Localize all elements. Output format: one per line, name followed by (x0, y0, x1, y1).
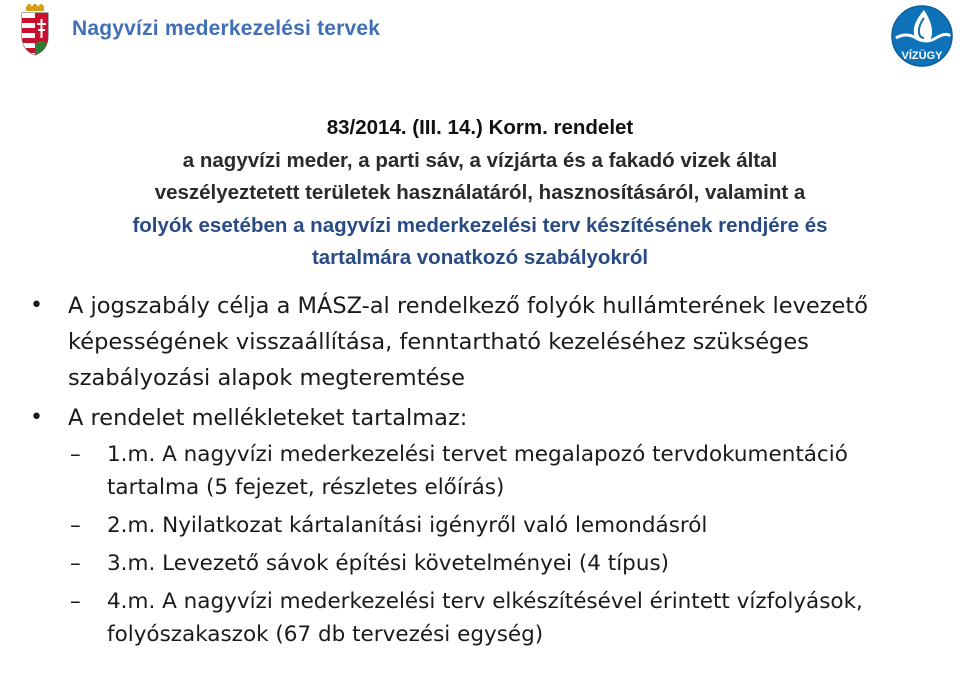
annex-item (30, 509, 940, 542)
hungarian-coat-of-arms-icon (20, 4, 50, 56)
bullet-item (30, 400, 940, 436)
dash-icon: – (70, 589, 81, 614)
slide-header (0, 0, 960, 72)
bullet-icon: • (30, 405, 43, 430)
bullet-list (30, 288, 940, 651)
annex-item (30, 438, 940, 504)
decree-title-line: tartalmára vonatkozó szabályokról (311, 246, 649, 269)
dash-icon: – (70, 513, 81, 538)
vizugy-logo (890, 4, 954, 68)
decree-title-line: veszélyeztetett területek használatáról, hasznosításáról, valamint a (154, 181, 806, 204)
annex-text: 1.m. A nagyvízi mederkezelési tervet megalapozó tervdokumentáció tartalma (5 fejezet, részletes előírás) (107, 442, 848, 500)
bullet-item (30, 288, 940, 396)
annex-text: 4.m. A nagyvízi mederkezelési terv elkészítésével érintett vízfolyások, folyószakaszok (67 db tervezési egység) (107, 589, 863, 647)
decree-number: 83/2014. (III. 14.) Korm. rendelet (326, 116, 634, 139)
annexes-intro-text: A rendelet mellékleteket tartalmaz: (68, 405, 468, 431)
annex-item (30, 547, 940, 580)
decree-title-line: folyók esetében a nagyvízi mederkezelési terv készítésének rendjére és (132, 213, 828, 237)
annex-text: 2.m. Nyilatkozat kártalanítási igényről való lemondásról (107, 513, 708, 538)
purpose-text: A jogszabály célja a MÁSZ-al rendelkező folyók hullámterének levezető képességének visszaállítása, fenntartható kezeléséhez szükséges szabályozási alapok megteremtése (68, 293, 868, 391)
page-title: Nagyvízi mederkezelési tervek (72, 17, 381, 40)
bullet-icon: • (30, 293, 43, 318)
dash-icon: – (70, 551, 81, 576)
annex-text: 3.m. Levezető sávok építési követelményei (4 típus) (107, 551, 670, 576)
annex-item (30, 585, 940, 651)
dash-icon: – (70, 442, 81, 467)
decree-title (30, 112, 930, 275)
logo-text: VÍZÜGY (901, 50, 943, 62)
decree-title-line: a nagyvízi meder, a parti sáv, a vízjárta és a fakadó vizek által (182, 148, 778, 172)
